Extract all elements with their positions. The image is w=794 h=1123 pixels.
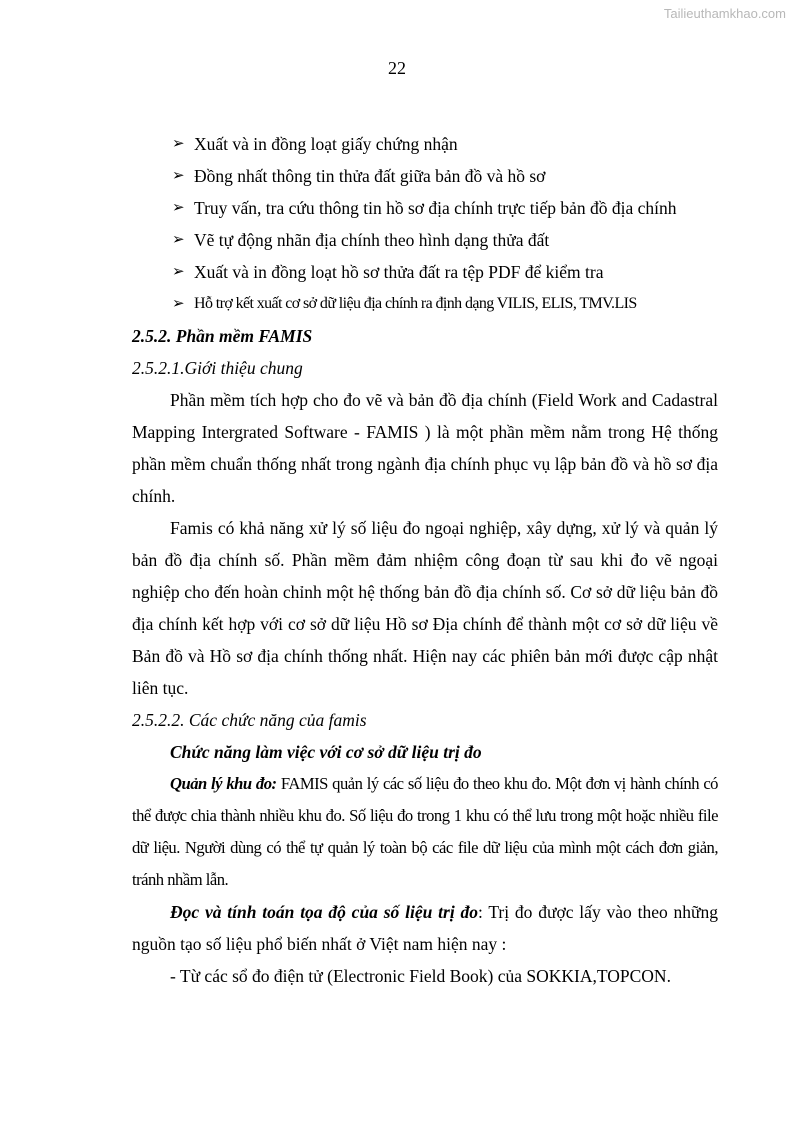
functions-heading: Chức năng làm việc với cơ sở dữ liệu trị đo — [170, 742, 482, 762]
arrow-bullet-icon: ➢ — [172, 232, 185, 248]
arrow-bullet-icon: ➢ — [172, 168, 185, 184]
dash-list-item: - Từ các sổ đo điện tử (Electronic Field Book) của SOKKIA,TOPCON. — [170, 966, 671, 986]
watermark: Tailieuthamkhao.com — [663, 6, 786, 21]
document-body — [132, 128, 718, 992]
arrow-bullet-icon: ➢ — [172, 200, 185, 216]
coordinate-paragraph — [132, 896, 718, 960]
area-management-label: Quản lý khu đo: — [170, 774, 277, 793]
area-management-paragraph — [132, 768, 718, 896]
bullet-item: ➢ Xuất và in đồng loạt hồ sơ thửa đất ra tệp PDF để kiểm tra — [172, 256, 718, 288]
arrow-bullet-icon: ➢ — [172, 264, 185, 280]
coordinate-label: Đọc và tính toán tọa độ của số liệu trị đo — [170, 902, 478, 922]
bullet-item: ➢ Truy vấn, tra cứu thông tin hồ sơ địa chính trực tiếp bản đồ địa chính — [172, 192, 718, 224]
area-management-text: FAMIS quản lý các số liệu đo theo khu đo. Một đơn vị hành chính có thể được chia thành nhiều khu đo. Số liệu đo trong 1 khu có thể lưu trong một hoặc nhiều file dữ liệu. Người dùng có thể tự quản lý toàn bộ các file dữ liệu của mình một cách đơn giản, tránh nhầm lẫn. — [132, 774, 718, 889]
page-number: 22 — [388, 58, 406, 78]
intro-paragraph-2: Famis có khả năng xử lý số liệu đo ngoại nghiệp, xây dựng, xử lý và quản lý bản đồ địa chính số. Phần mềm đảm nhiệm công đoạn từ sau khi đo vẽ ngoại nghiệp cho đến hoàn chỉnh một hệ thống bản đồ địa chính số. Cơ sở dữ liệu bản đồ địa chính kết hợp với cơ sở dữ liệu Hồ sơ Địa chính để thành một cơ sở dữ liệu về Bản đồ và Hồ sơ địa chính thống nhất. Hiện nay các phiên bản mới được cập nhật liên tục. — [132, 518, 718, 698]
section-heading: 2.5.2. Phần mềm FAMIS — [132, 326, 313, 346]
bullet-item: ➢ Đồng nhất thông tin thửa đất giữa bản đồ và hồ sơ — [172, 160, 718, 192]
coordinate-text: : Trị đo được lấy vào theo những nguồn tạo số liệu phổ biến nhất ở Việt nam hiện nay : — [132, 902, 719, 954]
arrow-bullet-icon: ➢ — [172, 136, 185, 152]
bullet-item: ➢ Vẽ tự động nhãn địa chính theo hình dạng thửa đất — [172, 224, 718, 256]
subheading-intro: 2.5.2.1.Giới thiệu chung — [132, 358, 303, 378]
arrow-bullet-icon: ➢ — [172, 296, 185, 312]
subheading-functions: 2.5.2.2. Các chức năng của famis — [132, 710, 367, 730]
bullet-item: ➢ Xuất và in đồng loạt giấy chứng nhận — [172, 128, 718, 160]
intro-paragraph-1: Phần mềm tích hợp cho đo vẽ và bản đồ địa chính (Field Work and Cadastral Mapping Intergrated Software - FAMIS ) là một phần mềm nằm trong Hệ thống phần mềm chuẩn thống nhất trong ngành địa chính phục vụ lập bản đồ và hồ sơ địa chính. — [132, 390, 718, 506]
bullet-item: ➢ Hỗ trợ kết xuất cơ sở dữ liệu địa chính ra định dạng VILIS, ELIS, TMV.LIS — [172, 288, 718, 320]
